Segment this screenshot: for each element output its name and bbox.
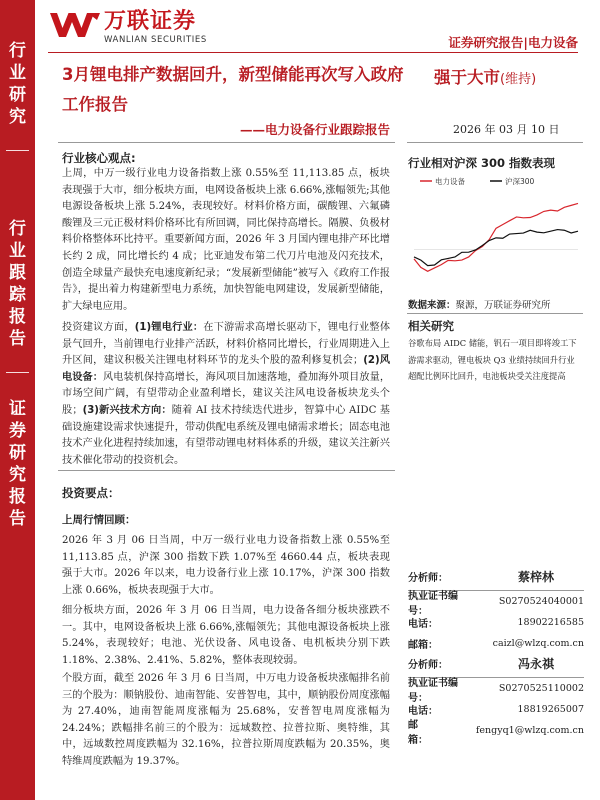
cert-number: S0270524040001 [498,596,584,607]
side-label-char: 报 [9,307,26,327]
section-divider [407,313,583,314]
series-line-1 [414,230,578,266]
phone-number: 18902216585 [517,617,584,628]
core-view-heading: 行业核心观点: [62,151,136,165]
chart-title: 行业相对沪深 300 指数表现 [408,156,556,170]
side-label-securities-report [0,398,35,530]
analyst-card [408,566,584,654]
phone-label: 电话： [408,619,438,630]
phone-number: 18819265007 [517,704,584,715]
report-category: 证券研究报告|电力设备 [448,35,578,50]
cert-label: 执业证书编号： [408,590,458,617]
report-subtitle: ——电力设备行业跟踪报告 [240,122,391,137]
rating [434,64,536,88]
side-label-char: 报 [9,487,26,507]
side-label-char: 究 [9,465,26,485]
weekly-review-paragraph: 2026 年 3 月 06 日当周，中万一级行业电力设备指数上涨 0.55%至 11,113.85 点，沪深 300 指数下跌 1.07%至 4660.44 点，板块表现强于大市。2026 年以来，电力设备行业上涨 10.17%，沪深 300 指数上涨 0.66%，板块表现强于大市。 [62,535,390,596]
side-label-char: 研 [9,85,26,105]
analyst-label: 分析师： [408,573,448,584]
side-label-char: 告 [9,329,26,349]
advice-tech-text: 随着 AI 技术持续迭代进步，智算中心 AIDC 基础设施建设需求快速提升，带动供配电系统及锂电储需求增长；固态电池技术产业化进程持续加速，有望带动锂电材料体系的升级，建议关注新兴技术催化带动的投资机会。 [62,404,390,466]
chart-source-text: 聚源，万联证券研究所 [455,300,551,311]
side-label-char: 行 [9,41,26,61]
investment-advice-paragraph [62,320,390,469]
company-logo [48,10,207,45]
side-label-char: 研 [9,443,26,463]
side-label-char: 业 [9,241,26,261]
side-divider [6,150,29,151]
phone-label: 电话： [408,706,438,717]
side-label-industry-research [0,40,35,128]
side-label-char: 踪 [9,285,26,305]
side-label-char: 行 [9,219,26,239]
stocks-paragraph: 个股方面，截至 2026 年 3 月 6 日当周，中万电力设备板块涨幅排名前三的个股为：顺钠股份、迪南智能、安普智电，其中，顺钠股份周度涨幅为 27.40%，迪南智能周度涨幅为 25.68%，安普智电周度涨幅为 24.24%；跌幅排名前三的个股为：远域数控、拉普拉斯、奥特维，其中，远域数控周度跌幅为 32.16%，拉普拉斯周度跌幅为 20.35%，奥特维周度跌幅为 19.37%。 [62,673,390,767]
subsector-paragraph: 细分板块方面，2026 年 3 月 06 日当周，电力设备各细分板块涨跌不一。其中，电网设备板块上涨 6.66%,涨幅领先；其他电源设备板块上涨 5.24%，表现较好；电池、光伏设备、风电设备、电机板块分别下跌 1.18%、2.38%、2.41%、5.82%，整体表现较弱。 [62,605,390,666]
weekly-review-heading: 上周行情回顾： [62,514,136,526]
related-research-text: 谷歌布局 AIDC 储能，钒石一项目即将竣工下游需求驱动，锂电板块 Q3 业绩持续回升行业超配比例环比回升，电池板块受关注度提高 [408,338,577,381]
email-label: 邮箱： [408,719,428,746]
chart-source [408,297,551,311]
cert-label: 执业证书编号： [408,677,458,704]
email-address: caizl@wlzq.com.cn [492,638,584,649]
legend-label-0: 电力设备 [435,177,465,186]
legend-label-1: 沪深300 [505,177,535,186]
cert-number: S0270525110002 [498,683,584,694]
report-title: 3月锂电排产数据回升，新型储能再次写入政府工作报告 [62,65,404,114]
advice-intro: 投资建议方面， [62,322,135,333]
rating-qualifier: (维持) [500,72,537,87]
analyst-name: 冯永祺 [518,657,555,671]
section-divider [58,470,395,471]
analyst-name: 蔡梓林 [518,570,555,584]
email-label: 邮箱： [408,640,438,651]
side-label-char: 券 [9,421,26,441]
side-label-char: 跟 [9,263,26,283]
chart-source-label: 数据来源： [408,300,456,311]
advice-lithium-label: (1)锂电行业： [134,322,204,333]
section-divider [58,142,395,143]
advice-lithium-text: 在下游需求高增长驱动下，锂电行业整体景气回升，当前锂电行业排产活跃，材料价格同比增长，行业周期进入上升区间，建议积极关注锂电材料环节的龙头个股的盈利修复机会； [62,322,391,367]
side-label-char: 业 [9,63,26,83]
section-divider [407,142,583,143]
side-label-tracking-report [0,218,35,350]
advice-wind-label: (2)风电设备： [62,355,390,383]
analyst-card [408,653,584,746]
core-view-paragraph: 上周，中万一级行业电力设备指数上涨 0.55%至 11,113.85 点，板块表现强于大市，细分板块方面，电网设备板块上涨 6.66%,涨幅领先;其他电源设备板块上涨 5.24%，表现较好。材料价格方面，碳酸锂、六氟磷酸锂及三元正极材料价格环比有所回调，同比保持高增长。隔膜、负极材料价格整体环比持平。重要新闻方面，2026 年 3 月国内锂电排产环比增长约 2 成，同比增长约 4 成；比亚迪发布第二代刀片电池及闪充技术，创造全球量产最快充电速度新纪录；“发展新型储能”被写入《政府工作报告》，提出着力构建新型电力系统，加快智能电网建设，发展新型储能，扩大绿电应用。 [62,168,390,312]
logo-chinese-name: 万联证券 [104,9,197,34]
investment-points-heading: 投资要点： [62,486,120,500]
email-address: fengyq1@wlzq.com.cn [475,725,584,736]
report-date: 2026 年 03 月 10 日 [453,123,560,136]
header-divider [48,52,578,53]
side-label-char: 告 [9,509,26,529]
analyst-label: 分析师： [408,660,448,671]
advice-wind-text: 风电装机保持高增长，海风项目加速落地，叠加海外项目放量，市场空间广阔，有望带动企业盈利增长，建议关注风电设备板块龙头个股； [62,371,391,416]
rating-value: 强于大市 [434,68,500,87]
side-divider [6,372,29,373]
logo-w-mark-icon [48,10,102,40]
side-label-char: 究 [9,107,26,127]
advice-tech-label: (3)新兴技术方向： [82,404,172,416]
relative-performance-chart [410,174,582,284]
related-research-heading: 相关研究 [408,319,454,333]
logo-english-name: WANLIAN SECURITIES [104,35,207,45]
side-label-char: 证 [9,399,26,419]
